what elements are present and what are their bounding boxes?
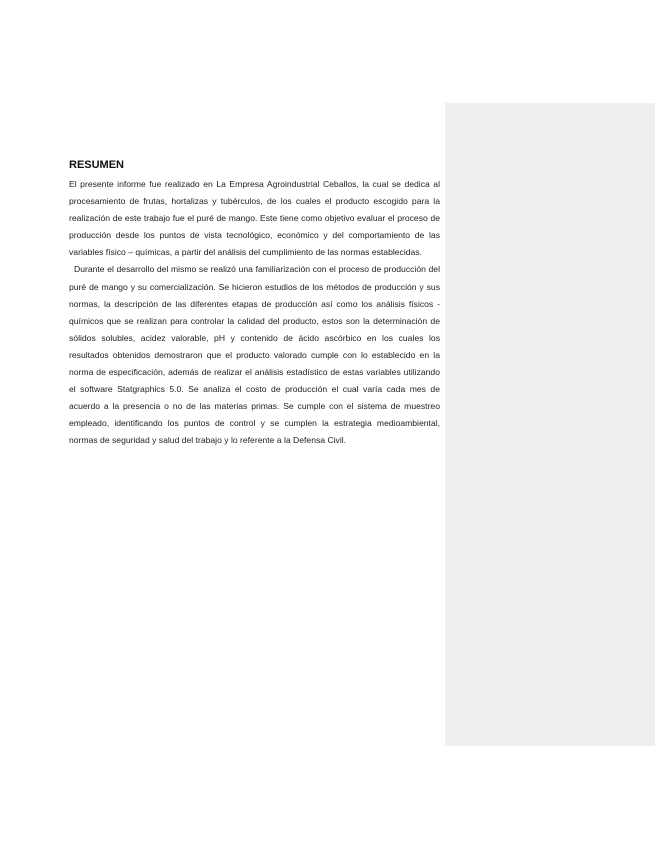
paragraph-1: El presente informe fue realizado en La Empresa Agroindustrial Ceballos, la cual se dedica al procesamiento de frutas, hortalizas y tubérculos, de los cuales el producto escogido para la realización de este trabajo fue el puré de mango. Este tiene como objetivo evaluar el proceso de producción desde los puntos de vista tecnológico, económico y del comportamiento de las variables físico – químicas, a partir del análisis del cumplimiento de las normas establecidas. [69,179,440,258]
paragraph-2: Durante el desarrollo del mismo se realizó una familiarización con el proceso de producción del puré de mango y su comercialización. Se hicieron estudios de los métodos de producción y sus normas, la descripción de las diferentes etapas de producción así como los análisis físicos - químicos que se realizan para controlar la calidad del producto, estos son la determinación de sólidos solubles, acidez valorable, pH y contenido de ácido ascórbico en los cuales los resultados obtenidos demostraron que el producto valorado cumple con lo establecido en la norma de especificación, además de realizar el análisis estadístico de estas variables utilizando el software Statgraphics 5.0. Se analiza el costo de producción el cual varía cada mes de acuerdo a la presencia o no de las materias primas. Se cumple con el sistema de muestreo empleado, identificando los puntos de control y se cumplen la estrategia medioambiental, normas de seguridad y salud del trabajo y lo referente a la Defensa Civil. [69,264,440,446]
comment-margin-pane [445,103,655,746]
section-heading: RESUMEN [69,159,125,171]
document-body [69,158,440,450]
